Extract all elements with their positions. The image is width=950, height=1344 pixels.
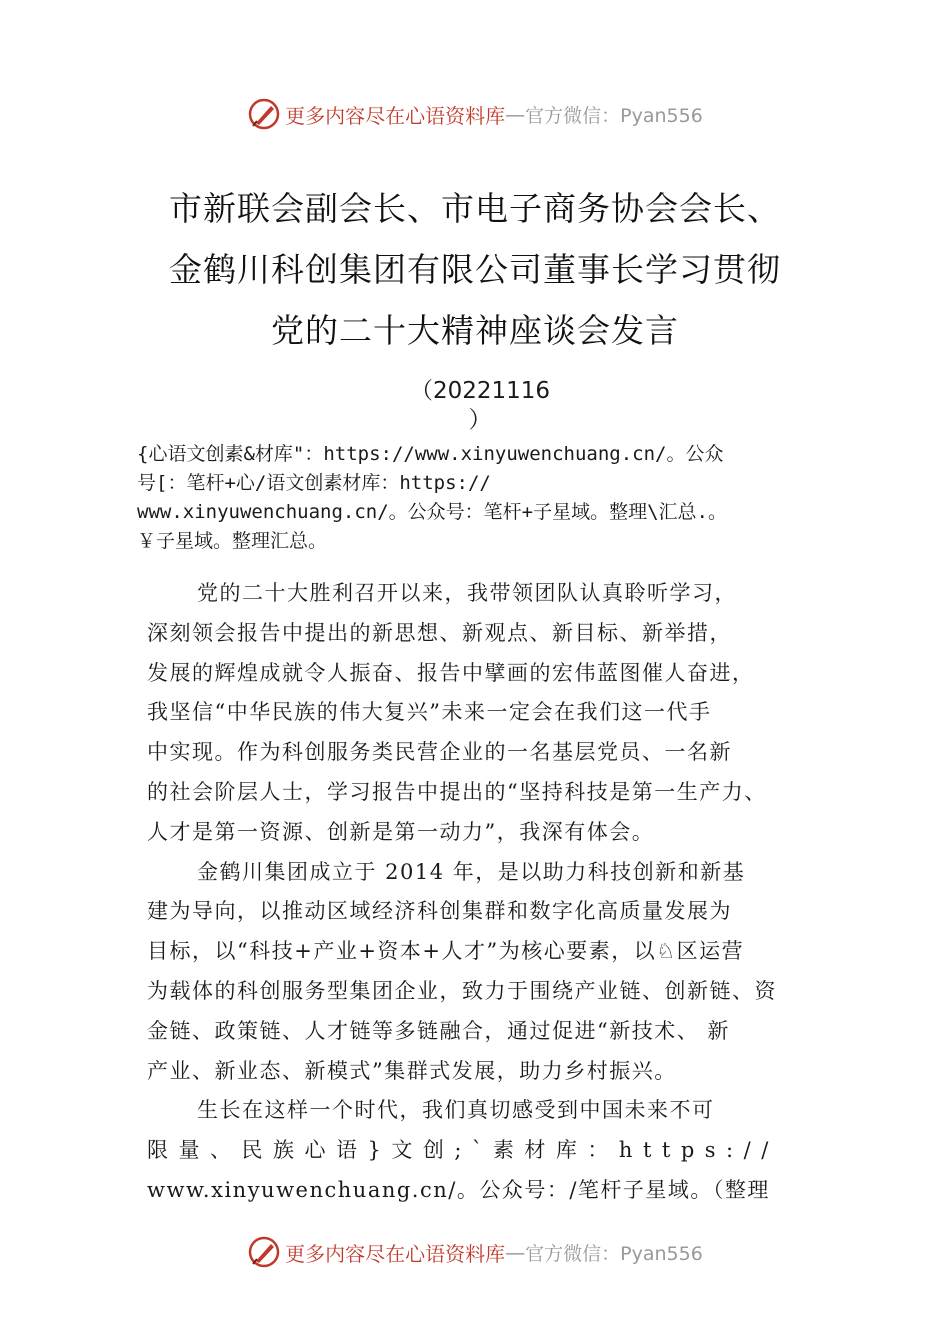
source-line: ￥子星域。整理汇总。 xyxy=(137,530,328,552)
paragraph-line: 中实现。作为科创服务类民营企业的一名基层党员、一名新 xyxy=(147,740,732,765)
paragraph-line: 人才是第一资源、创新是第一动力”，我深有体会。 xyxy=(147,819,655,844)
paragraph-line: 金鹤川集团成立于 2014 年，是以助力科技创新和新基 xyxy=(197,859,746,884)
source-note xyxy=(137,440,837,556)
header-banner xyxy=(0,94,950,134)
paragraph-line: 建为导向，以推动区域经济科创集群和数字化高质量发展为 xyxy=(147,899,732,924)
paragraph-line: 发展的辉煌成就令人振奋、报告中擘画的宏伟蓝图催人奋进， xyxy=(147,660,755,685)
source-line: www.xinyuwenchuang.cn/。公众号：笔杆+子星域。整理\汇总.。 xyxy=(137,501,727,523)
footer-banner xyxy=(0,1232,950,1272)
date-line: （20221116 xyxy=(409,378,551,404)
title-line: 金鹤川科创集团有限公司董事长学习贯彻 xyxy=(169,250,781,289)
quill-pen-logo-icon xyxy=(247,97,281,131)
banner-wechat: 官方微信：Pyan556 xyxy=(525,1242,703,1265)
document-date xyxy=(400,377,560,435)
paragraph-line: 限量、民族心语}文创;`素材库：https:// xyxy=(147,1138,779,1163)
banner-wechat: 官方微信：Pyan556 xyxy=(525,104,703,127)
document-title xyxy=(100,178,850,361)
source-line: {心语文创素&材库"：https://www.xinyuwenchuang.cn/。公众 xyxy=(137,443,724,465)
banner-text: 更多内容尽在心语资料库 xyxy=(285,1241,506,1266)
paragraph-line: 深刻领会报告中提出的新思想、新观点、新目标、新举措， xyxy=(147,620,732,645)
banner-separator: — xyxy=(505,1240,526,1264)
quill-pen-logo-icon xyxy=(247,1235,281,1269)
paragraph-line: 生长在这样一个时代，我们真切感受到中国未来不可 xyxy=(197,1098,715,1123)
paragraph-line: 的社会阶层人士，学习报告中提出的“坚持科技是第一生产力、 xyxy=(147,779,767,804)
paragraph-line: www.xinyuwenchuang.cn/。公众号：/笔杆子星域。（整理 xyxy=(147,1177,770,1202)
paragraph-line: 产业、新业态、新模式”集群式发展，助力乡村振兴。 xyxy=(147,1058,677,1083)
banner-separator: — xyxy=(505,102,526,126)
document-body xyxy=(147,574,847,1211)
date-line: ） xyxy=(468,407,492,433)
paragraph-line: 目标，以“科技+产业+资本+人才”为核心要素，以♘区运营 xyxy=(147,939,745,964)
source-line: 号[：笔杆+心/语文创素材库：https:// xyxy=(137,472,491,494)
paragraph-line: 我坚信“中华民族的伟大复兴”未来一定会在我们这一代手 xyxy=(147,700,712,725)
banner-text: 更多内容尽在心语资料库 xyxy=(285,103,506,128)
title-line: 市新联会副会长、市电子商务协会会长、 xyxy=(169,189,781,228)
paragraph-line: 金链、政策链、人才链等多链融合，通过促进“新技术、 新 xyxy=(147,1018,730,1043)
paragraph-line: 为载体的科创服务型集团企业，致力于围绕产业链、创新链、资 xyxy=(147,978,777,1003)
paragraph-line: 党的二十大胜利召开以来，我带领团队认真聆听学习， xyxy=(197,581,737,605)
title-line: 党的二十大精神座谈会发言 xyxy=(271,311,679,350)
